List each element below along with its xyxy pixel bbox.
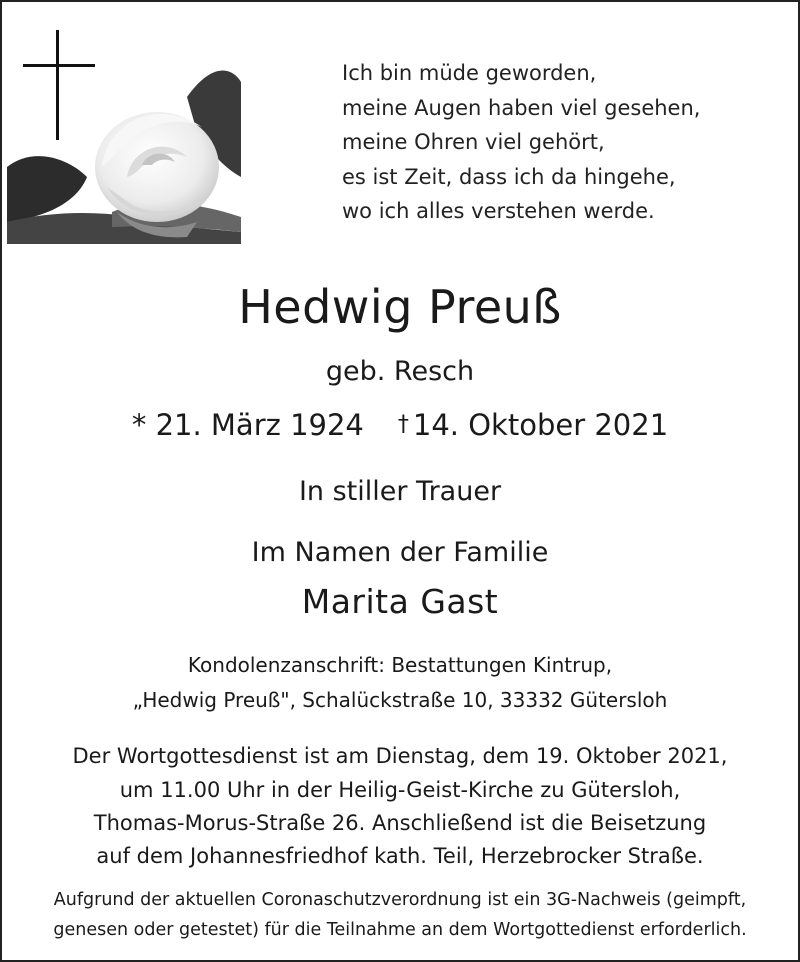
rose-with-cross-icon (7, 27, 241, 244)
poem-line: meine Ohren viel gehört, (342, 130, 605, 154)
dagger-icon: † (397, 412, 409, 437)
birth-name: geb. Resch (325, 356, 475, 387)
poem-line: meine Augen haben viel gesehen, (342, 95, 701, 120)
poem (342, 56, 700, 229)
covid-note-line: Aufgrund der aktuellen Coronaschutzverordnung ist ein 3G-Nachweis (geimpft, (53, 890, 747, 910)
birth-date: * 21. März 1924 (131, 408, 364, 442)
mourning-phrase: In stiller Trauer (298, 476, 502, 507)
covid-note-line: genesen oder getestet) für die Teilnahme an dem Wortgottedienst erforderlich. (53, 920, 747, 940)
service-info-line: Der Wortgottesdienst ist am Dienstag, dem 19. Oktober 2021, (72, 744, 728, 768)
family-line: Im Namen der Familie (251, 537, 549, 568)
service-info-line: Thomas-Morus-Straße 26. Anschließend ist die Beisetzung (93, 811, 707, 835)
death-date: 14. Oktober 2021 (412, 408, 669, 442)
condolence-address-line: Kondolenzanschrift: Bestattungen Kintrup, (187, 653, 613, 677)
service-info-line: um 11.00 Uhr in der Heilig-Geist-Kirche zu Gütersloh, (119, 778, 681, 802)
poem-line: Ich bin müde geworden, (342, 61, 597, 85)
signer-name: Marita Gast (301, 582, 499, 621)
service-info-line: auf dem Johannesfriedhof kath. Teil, Herzebrocker Straße. (96, 844, 704, 868)
deceased-name: Hedwig Preuß (238, 280, 562, 334)
poem-line: wo ich alles verstehen werde. (342, 199, 655, 223)
condolence-address-line: „Hedwig Preuß", Schalückstraße 10, 33332 Gütersloh (132, 688, 668, 712)
poem-line: es ist Zeit, dass ich da hingehe, (342, 164, 676, 189)
rose-image (7, 27, 241, 244)
life-dates (0, 408, 800, 442)
